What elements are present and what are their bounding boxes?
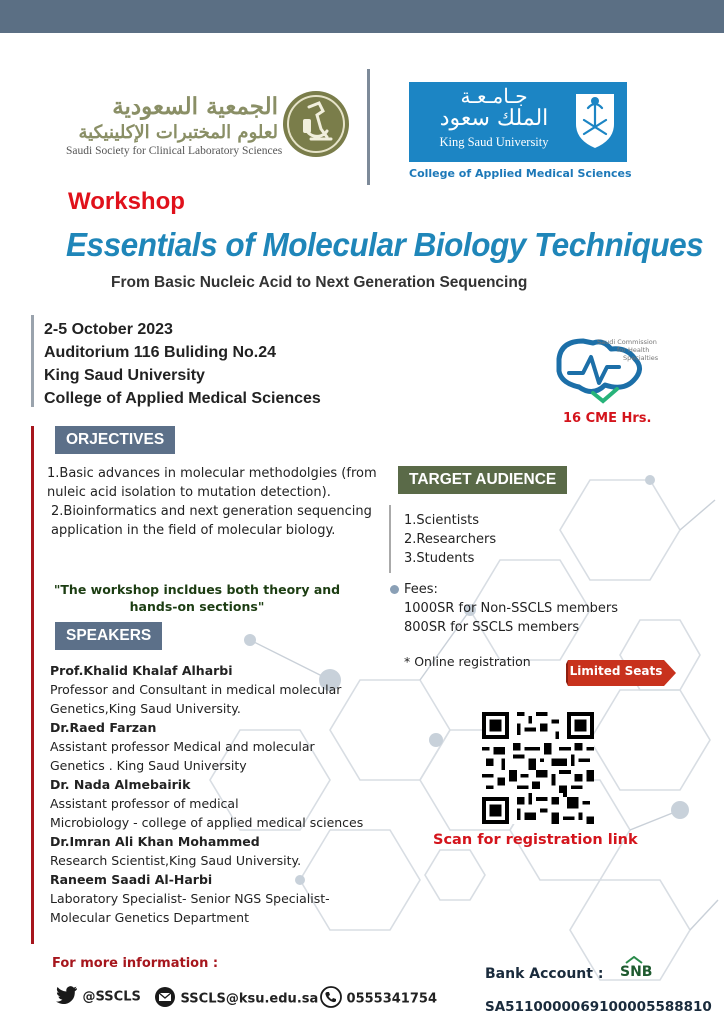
speaker-5-title-line2: Molecular Genetics Department bbox=[50, 910, 249, 925]
snb-logo-icon bbox=[624, 956, 670, 964]
bank-account-label: Bank Account : bbox=[485, 966, 604, 982]
sscls-arabic-name bbox=[64, 94, 278, 146]
fee-non-member: 1000SR for Non-SSCLS members bbox=[404, 601, 619, 616]
online-registration-note: * Online registration bbox=[404, 654, 531, 669]
logo-divider bbox=[367, 69, 370, 185]
speakers-header: SPEAKERS bbox=[55, 622, 162, 650]
bank-iban: SA5110000069100005588810 bbox=[485, 999, 712, 1015]
speaker-4-name: Dr.Imran Ali Khan Mohammed bbox=[50, 834, 260, 849]
event-venue: Auditorium 116 Buliding No.24 bbox=[44, 344, 277, 361]
sscls-arabic-line1: الجمعية السعودية bbox=[112, 93, 278, 120]
speaker-5-name: Raneem Saadi Al-Harbi bbox=[50, 872, 213, 887]
speaker-1-name: Prof.Khalid Khalaf Alharbi bbox=[50, 663, 233, 678]
workshop-subtitle: From Basic Nucleic Acid to Next Generation Sequencing bbox=[111, 274, 528, 291]
registration-qr-code[interactable] bbox=[482, 712, 594, 824]
twitter-icon bbox=[56, 986, 78, 1008]
event-dates: 2-5 October 2023 bbox=[44, 321, 173, 338]
event-info-bar bbox=[31, 315, 34, 407]
scfhs-name bbox=[597, 338, 667, 362]
quote-line1: "The workshop incldues both theory and bbox=[53, 582, 341, 597]
target-audience-list bbox=[404, 511, 496, 568]
ksu-arabic-name bbox=[430, 86, 558, 132]
workshop-label: Workshop bbox=[68, 188, 185, 215]
objectives-list bbox=[47, 464, 377, 540]
ksu-college-name: College of Applied Medical Sciences bbox=[409, 167, 632, 180]
left-accent-bar bbox=[31, 426, 34, 944]
workshop-quote bbox=[52, 581, 342, 615]
limited-seats-tag bbox=[566, 660, 676, 686]
limited-seats-label: Limited Seats bbox=[569, 664, 663, 678]
snb-bank-name: SNB bbox=[620, 964, 653, 980]
ksu-english-name: King Saud University bbox=[439, 135, 549, 149]
fees-block bbox=[404, 580, 618, 637]
phone-icon bbox=[320, 986, 342, 1012]
speaker-4-title-line1: Research Scientist,King Saud University. bbox=[50, 853, 302, 868]
email-icon bbox=[154, 986, 176, 1012]
twitter-contact[interactable] bbox=[56, 986, 141, 1008]
snb-logo bbox=[620, 956, 670, 980]
speaker-1-title-line2: Genetics,King Saud University. bbox=[50, 701, 241, 716]
microscope-emblem-icon bbox=[281, 89, 351, 159]
more-info-label: For more information : bbox=[52, 956, 219, 971]
phone-number: 0555341754 bbox=[346, 991, 437, 1007]
audience-item-1: 1.Scientists bbox=[404, 513, 480, 528]
scfhs-name-line2: for Health bbox=[617, 346, 650, 354]
target-audience-header: TARGET AUDIENCE bbox=[398, 466, 567, 494]
speaker-2-title-line2: Genetics . King Saud University bbox=[50, 758, 247, 773]
ksu-shield-icon bbox=[572, 90, 618, 150]
event-info bbox=[44, 318, 321, 410]
speaker-3-title-line1: Assistant professor of medical bbox=[50, 796, 239, 811]
ksu-arabic-line2: الملك سعود bbox=[439, 106, 549, 131]
speaker-5-title-line1: Laboratory Specialist- Senior NGS Specialist- bbox=[50, 891, 330, 906]
phone-contact[interactable] bbox=[320, 986, 437, 1012]
sscls-english-name: Saudi Society for Clinical Laboratory Sciences bbox=[66, 145, 283, 157]
cme-hours: 16 CME Hrs. bbox=[563, 411, 652, 426]
sscls-arabic-line2: لعلوم المختبرات الإكلينيكية bbox=[78, 122, 278, 143]
audience-item-3: 3.Students bbox=[404, 551, 475, 566]
objective-item-2: 2.Bioinformatics and next generation sequencing application in the field of molecular biology. bbox=[51, 504, 372, 538]
ksu-arabic-line1: جـامـعـة bbox=[460, 84, 528, 108]
speaker-2-name: Dr.Raed Farzan bbox=[50, 720, 157, 735]
fees-bullet-icon bbox=[390, 585, 399, 594]
event-college: College of Applied Medical Sciences bbox=[44, 390, 321, 407]
email-contact[interactable] bbox=[154, 986, 318, 1012]
twitter-handle: @SSCLS bbox=[82, 989, 141, 1005]
speaker-2-title-line1: Assistant professor Medical and molecular bbox=[50, 739, 315, 754]
speaker-3-name: Dr. Nada Almebairik bbox=[50, 777, 191, 792]
audience-item-2: 2.Researchers bbox=[404, 532, 497, 547]
workshop-title: Essentials of Molecular Biology Techniques bbox=[66, 226, 704, 263]
fee-member: 800SR for SSCLS members bbox=[404, 620, 580, 635]
objectives-header: ORJECTIVES bbox=[55, 426, 175, 454]
speaker-1-title-line1: Professor and Consultant in medical molecular bbox=[50, 682, 342, 697]
event-university: King Saud University bbox=[44, 367, 205, 384]
quote-line2: hands-on sections" bbox=[129, 599, 265, 614]
scfhs-name-line1: Saudi Commission bbox=[597, 338, 657, 346]
objective-item-1: 1.Basic advances in molecular methodolgies (from nuleic acid isolation to mutation detection). bbox=[47, 466, 377, 500]
speaker-3-title-line2: Microbiology - college of applied medical sciences bbox=[50, 815, 364, 830]
fees-label: Fees: bbox=[404, 582, 438, 597]
speakers-list bbox=[50, 661, 420, 927]
email-address: SSCLS@ksu.edu.sa bbox=[180, 991, 319, 1007]
scan-for-registration-text: Scan for registration link bbox=[433, 832, 638, 848]
scfhs-name-line3: Specialties bbox=[623, 354, 659, 362]
target-audience-bar bbox=[389, 505, 391, 573]
